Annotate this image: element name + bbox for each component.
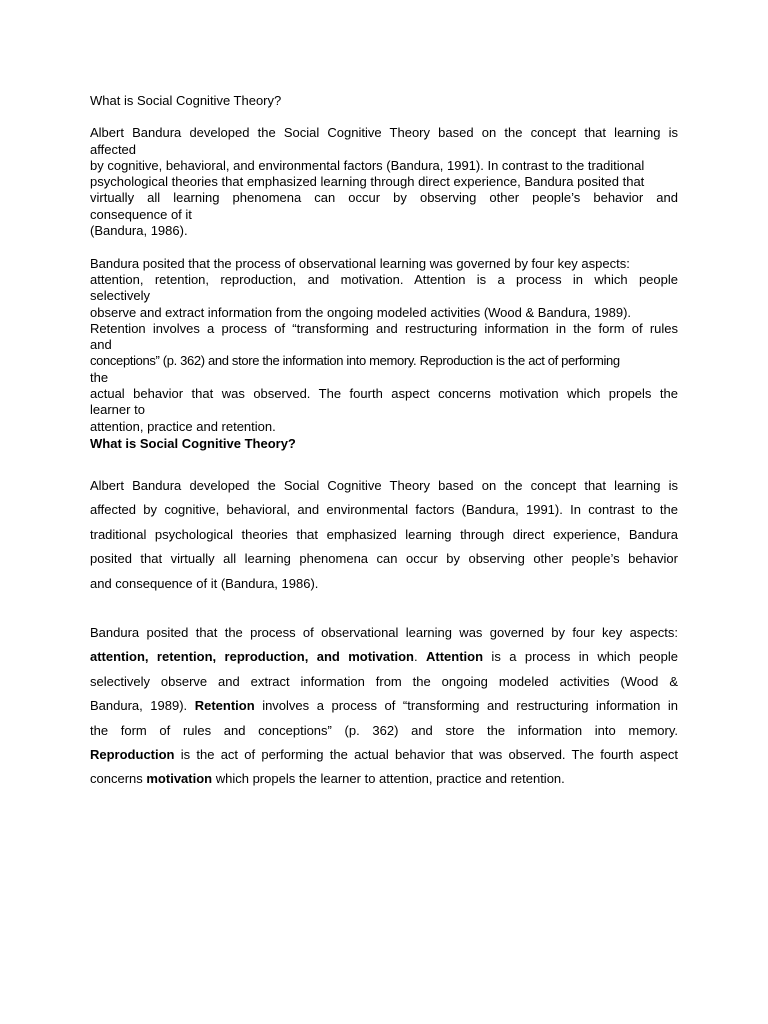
- final-paragraph-2: [90, 621, 678, 792]
- draft-p1-line: Albert Bandura developed the Social Cognitive Theory based on the concept that learning is: [90, 125, 678, 141]
- final-section: [90, 436, 678, 787]
- final-p2-line: [90, 743, 678, 767]
- motivation-bold: motivation: [146, 771, 213, 787]
- draft-title: What is Social Cognitive Theory?: [90, 93, 282, 108]
- draft-p1-line: by cognitive, behavioral, and environmental factors (Bandura, 1991). In contrast to the traditional: [90, 157, 645, 173]
- final-p2-text: Bandura, 1989).: [90, 698, 195, 714]
- draft-p1-line: consequence of it: [90, 206, 192, 222]
- draft-p2-line: the: [90, 369, 109, 385]
- final-p1-line: affected by cognitive, behavioral, and environmental factors (Bandura, 1991). In contrast to the: [90, 502, 678, 518]
- final-p2-text: involves a process of “transforming and restructuring information in: [254, 698, 678, 714]
- draft-p1-line: virtually all learning phenomena can occur by observing other people’s behavior and: [90, 190, 678, 206]
- final-p1-line: and consequence of it (Bandura, 1986).: [90, 575, 319, 591]
- draft-p1-line: affected: [90, 141, 137, 157]
- draft-p1-line: psychological theories that emphasized learning through direct experience, Bandura posited that: [90, 174, 645, 190]
- draft-p2-line: attention, practice and retention.: [90, 418, 276, 434]
- final-p2-text: is the act of performing the actual behavior that was observed. The fourth aspect: [174, 747, 678, 763]
- draft-p2-line: Retention involves a process of “transforming and restructuring information in the form of rules: [90, 320, 678, 336]
- final-p2-line: [90, 694, 678, 718]
- draft-paragraph-2: [90, 256, 678, 435]
- final-p2-text: concerns: [90, 771, 147, 787]
- draft-p2-line: learner to: [90, 402, 145, 418]
- final-p2-line: Bandura posited that the process of observational learning was governed by four key aspects:: [90, 625, 678, 640]
- draft-p2-line: actual behavior that was observed. The fourth aspect concerns motivation which propels the: [90, 386, 678, 402]
- final-p1-line: Albert Bandura developed the Social Cognitive Theory based on the concept that learning is: [90, 478, 678, 493]
- attention-bold: Attention: [425, 649, 484, 665]
- final-p1-line: traditional psychological theories that emphasized learning through direct experience, Bandura: [90, 526, 678, 542]
- draft-p2-line: and: [90, 337, 112, 353]
- final-p2-line: [90, 645, 678, 669]
- reproduction-bold: Reproduction: [90, 747, 175, 763]
- draft-p2-line: Bandura posited that the process of observational learning was governed by four key aspects:: [90, 255, 630, 271]
- draft-p2-line: attention, retention, reproduction, and motivation. Attention is a process in which people: [90, 271, 678, 287]
- draft-section: [90, 93, 678, 451]
- draft-p2-line: selectively: [90, 288, 150, 304]
- key-aspects-bold: attention, retention, reproduction, and motivation: [90, 649, 414, 665]
- final-p2-line: the form of rules and conceptions” (p. 362) and store the information into memory.: [90, 722, 678, 738]
- draft-p2-line: conceptions” (p. 362) and store the information into memory. Reproduction is the act of performing: [90, 353, 620, 369]
- draft-p1-line: (Bandura, 1986).: [90, 223, 188, 239]
- draft-paragraph-1: [90, 125, 678, 239]
- final-paragraph-1: [90, 474, 678, 596]
- retention-bold: Retention: [194, 698, 255, 714]
- final-p2-line: [90, 767, 678, 791]
- final-p2-text: which propels the learner to attention, practice and retention.: [212, 771, 565, 787]
- final-p2-text: is a process in which people: [483, 649, 678, 665]
- final-p1-line: posited that virtually all learning phenomena can occur by observing other people’s behavior: [90, 551, 678, 567]
- draft-p2-line: observe and extract information from the ongoing modeled activities (Wood & Bandura, 1989).: [90, 304, 632, 320]
- final-heading: What is Social Cognitive Theory?: [90, 436, 296, 451]
- final-p2-text: .: [413, 649, 426, 665]
- final-p2-line: selectively observe and extract information from the ongoing modeled activities (Wood &: [90, 673, 678, 689]
